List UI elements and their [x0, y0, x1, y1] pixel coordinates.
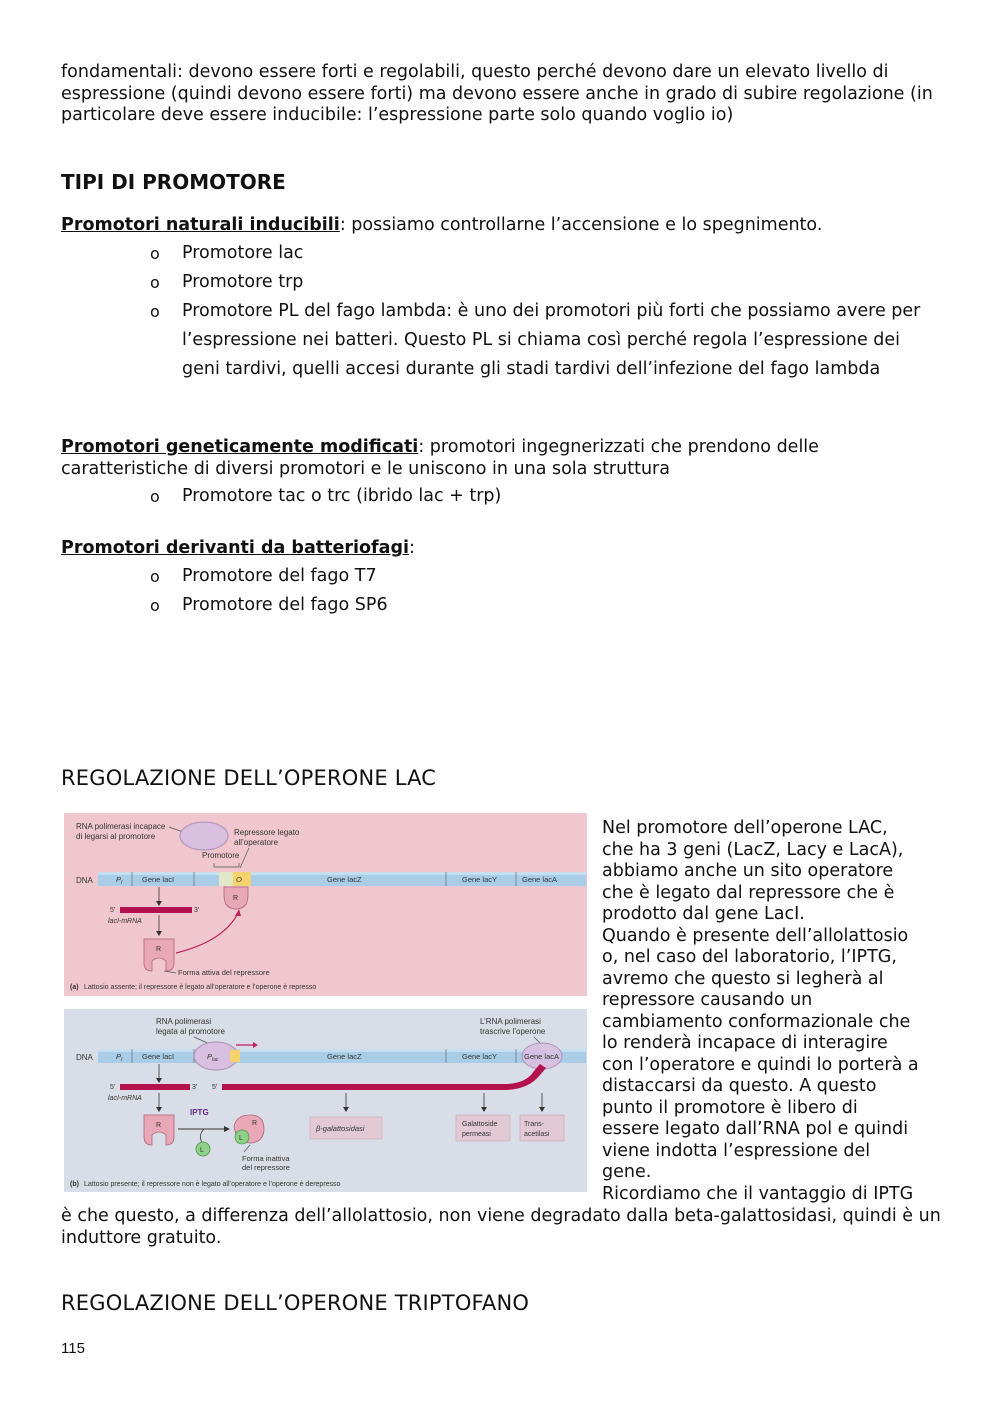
label-pi-b: $P_I$	[116, 1052, 123, 1063]
text-line: essere legato dall’RNA pol e quindi	[602, 1119, 909, 1139]
text-line: o, nel caso del laboratorio, l’IPTG,	[602, 947, 897, 967]
label-beta-gal: β-galattosidasi	[316, 1124, 365, 1133]
text-line: prodotto dal gene LacI.	[602, 904, 805, 924]
label-gene-laca: Gene lacA	[522, 875, 558, 884]
label-r-inactive: R	[252, 1120, 258, 1127]
label-gene-lacz-b: Gene lacZ	[327, 1052, 362, 1061]
label-permease-2: permeasi	[462, 1131, 491, 1138]
text-line: gene.	[602, 1162, 652, 1182]
natural-promoters-lead: Promotori naturali inducibili	[61, 215, 340, 235]
modified-promoters-list	[150, 482, 940, 511]
text-line: repressore causando un	[602, 990, 813, 1010]
label-permease: Galattoside	[462, 1121, 498, 1128]
text-line: Quando è presente dell’allolattosio	[602, 925, 909, 946]
natural-promoters-list	[150, 239, 940, 384]
label-rna-pol-unable-2: di legarsi al promotore	[76, 832, 156, 841]
label-r-b: R	[156, 1122, 162, 1129]
rna-polymerase-shape	[180, 822, 228, 850]
modified-promoters-lead: Promotori geneticamente modificati	[61, 437, 419, 457]
text-line: avremo che questo si legherà al	[602, 968, 884, 989]
label-dna: DNA	[76, 876, 93, 885]
label-repressor-bound-2: all’operatore	[234, 838, 279, 847]
list-item-text: Promotore tac o trc (ibrido lac + trp)	[182, 486, 502, 506]
laci-mrna-bar-b	[120, 1084, 190, 1090]
caption-b: Lattosio presente; il repressore non è legato all’operatore e l’operone è derepresso	[84, 1181, 341, 1188]
iptg-explanation-tail: è che questo, a differenza dell’allolattosio, non viene degradato dalla beta-galattosidasi, quindi è un induttore gratuito.	[61, 1206, 941, 1248]
lac-operon-explanation	[602, 818, 947, 1205]
modified-promoters-line	[61, 437, 941, 480]
label-iptg: IPTG	[190, 1108, 209, 1117]
label-laci-mrna: lacI-mRNA	[108, 918, 142, 925]
list-item-text: Promotore del fago SP6	[182, 595, 388, 615]
caption-a: Lattosio assente; il repressore è legato all’operatore e l’operone è represso	[84, 984, 317, 991]
list-item	[150, 297, 942, 384]
natural-promoters-line	[61, 215, 941, 237]
text-line: viene indotta l’espressione del	[602, 1140, 871, 1161]
promoter-region	[219, 872, 233, 886]
intro-paragraph: fondamentali: devono essere forti e regolabili, questo perché devono dare un elevato livello di espressione (quindi devono essere forti) ma devono essere anche in grado di subire regolazione (in particolare deve essere inducibile: l’espressione parte solo quando voglio io)	[61, 62, 933, 125]
label-rna-pol-bound-2: legata al promotore	[156, 1027, 225, 1036]
label-repressor-bound: Repressore legato	[234, 828, 300, 837]
label-pi: $P_I$	[116, 875, 123, 886]
text-line: con l’operatore e quindi lo porterà a	[602, 1054, 919, 1075]
text-line: Ricordiamo che il vantaggio di IPTG	[602, 1183, 914, 1204]
panel-b-background	[64, 1009, 587, 1192]
label-5prime-b1: 5′	[110, 1084, 116, 1091]
label-5prime: 5′	[110, 907, 116, 914]
operator-region-b	[230, 1050, 240, 1062]
label-operator-o: O	[236, 875, 242, 884]
list-item-text: Promotore lac	[182, 243, 304, 263]
bullet-marker: o	[150, 567, 160, 586]
bullet-marker: o	[150, 596, 160, 615]
caption-a-tag: (a)	[70, 984, 79, 991]
bullet-marker: o	[150, 302, 160, 321]
section-title-tipi-promotore: TIPI DI PROMOTORE	[61, 170, 286, 194]
label-rna-pol-unable: RNA polimerasi incapace	[76, 822, 166, 831]
modified-promoters-desc: : promotori ingegnerizzati che prendono delle caratteristiche di diversi promotori e le uniscono in una sola struttura	[61, 437, 819, 479]
label-laci-mrna-b: lacI-mRNA	[108, 1095, 142, 1102]
text-line: che è legato dal repressore che è	[602, 882, 895, 903]
label-l-bound: L	[239, 1135, 243, 1142]
list-item	[150, 562, 940, 591]
label-l-free: L	[200, 1147, 204, 1154]
label-gene-lacy: Gene lacY	[462, 875, 498, 884]
text-line: punto il promotore è libero di	[602, 1097, 858, 1118]
text-line: cambiamento conformazionale che	[602, 1011, 911, 1032]
natural-promoters-desc: : possiamo controllarne l’accensione e lo spegnimento.	[339, 215, 823, 235]
page-number: 115	[61, 1340, 85, 1357]
phage-promoters-line	[61, 538, 941, 560]
label-inactive-form: Forma inattiva	[242, 1154, 290, 1163]
label-active-form: Forma attiva del repressore	[178, 968, 270, 977]
text-line: distaccarsi da questo. A questo	[602, 1076, 877, 1096]
caption-b-tag: (b)	[70, 1181, 79, 1188]
list-item	[150, 239, 940, 268]
list-item	[150, 268, 940, 297]
laci-mrna-bar	[120, 907, 192, 913]
label-rna-pol-transcribes: L’RNA polimerasi	[480, 1017, 541, 1026]
label-3prime: 3′	[194, 907, 200, 914]
label-rna-pol-transcribes-2: trascrive l’operone	[480, 1027, 546, 1036]
list-item	[150, 482, 940, 511]
list-item-text: Promotore PL del fago lambda: è uno dei promotori più forti che possiamo avere per l’espressione nei batteri. Questo PL si chiama così perché regola l’espressione dei geni tardivi, quelli accesi durante gli stadi tardivi dell’infezione del fago lambda	[182, 301, 921, 379]
label-trans: Trans-	[524, 1121, 544, 1128]
figure-lac-operon-derepressed	[64, 1009, 587, 1192]
list-item-text: Promotore del fago T7	[182, 566, 377, 586]
label-gene-laci: Gene lacI	[142, 875, 175, 884]
phage-promoters-list	[150, 562, 940, 620]
label-r-free: R	[156, 946, 162, 953]
label-gene-lacz: Gene lacZ	[327, 875, 362, 884]
label-promoter: Promotore	[202, 851, 240, 860]
label-gene-lacy-b: Gene lacY	[462, 1052, 498, 1061]
phage-promoters-lead: Promotori derivanti da batteriofagi	[61, 538, 409, 558]
label-3prime-b: 3′	[192, 1084, 198, 1091]
bullet-marker: o	[150, 244, 160, 263]
label-inactive-form-2: del repressore	[242, 1163, 290, 1172]
list-item	[150, 591, 940, 620]
label-trans-2: acetilasi	[524, 1131, 550, 1138]
bullet-marker: o	[150, 487, 160, 506]
figure-lac-operon-repressed	[64, 813, 587, 996]
text-line: che ha 3 geni (LacZ, Lacy e LacA),	[602, 839, 904, 860]
bullet-marker: o	[150, 273, 160, 292]
section-title-operone-triptofano: REGOLAZIONE DELL’OPERONE TRIPTOFANO	[61, 1291, 530, 1315]
phage-promoters-desc: :	[408, 538, 415, 558]
label-dna-b: DNA	[76, 1053, 93, 1062]
label-gene-laci-b: Gene lacI	[142, 1052, 175, 1061]
label-r-bound: R	[233, 895, 239, 902]
list-item-text: Promotore trp	[182, 272, 304, 292]
section-title-operone-lac: REGOLAZIONE DELL’OPERONE LAC	[61, 766, 437, 790]
label-rna-pol-bound: RNA polimerasi	[156, 1017, 212, 1026]
text-line: abbiamo anche un sito operatore	[602, 861, 894, 881]
label-5prime-b2: 5′	[212, 1084, 218, 1091]
text-line: Nel promotore dell’operone LAC,	[602, 818, 888, 838]
text-line: lo renderà incapace di interagire	[602, 1033, 888, 1053]
label-plac: $P_{lac}$	[207, 1052, 219, 1063]
label-gene-laca-b: Gene lacA	[524, 1052, 560, 1061]
